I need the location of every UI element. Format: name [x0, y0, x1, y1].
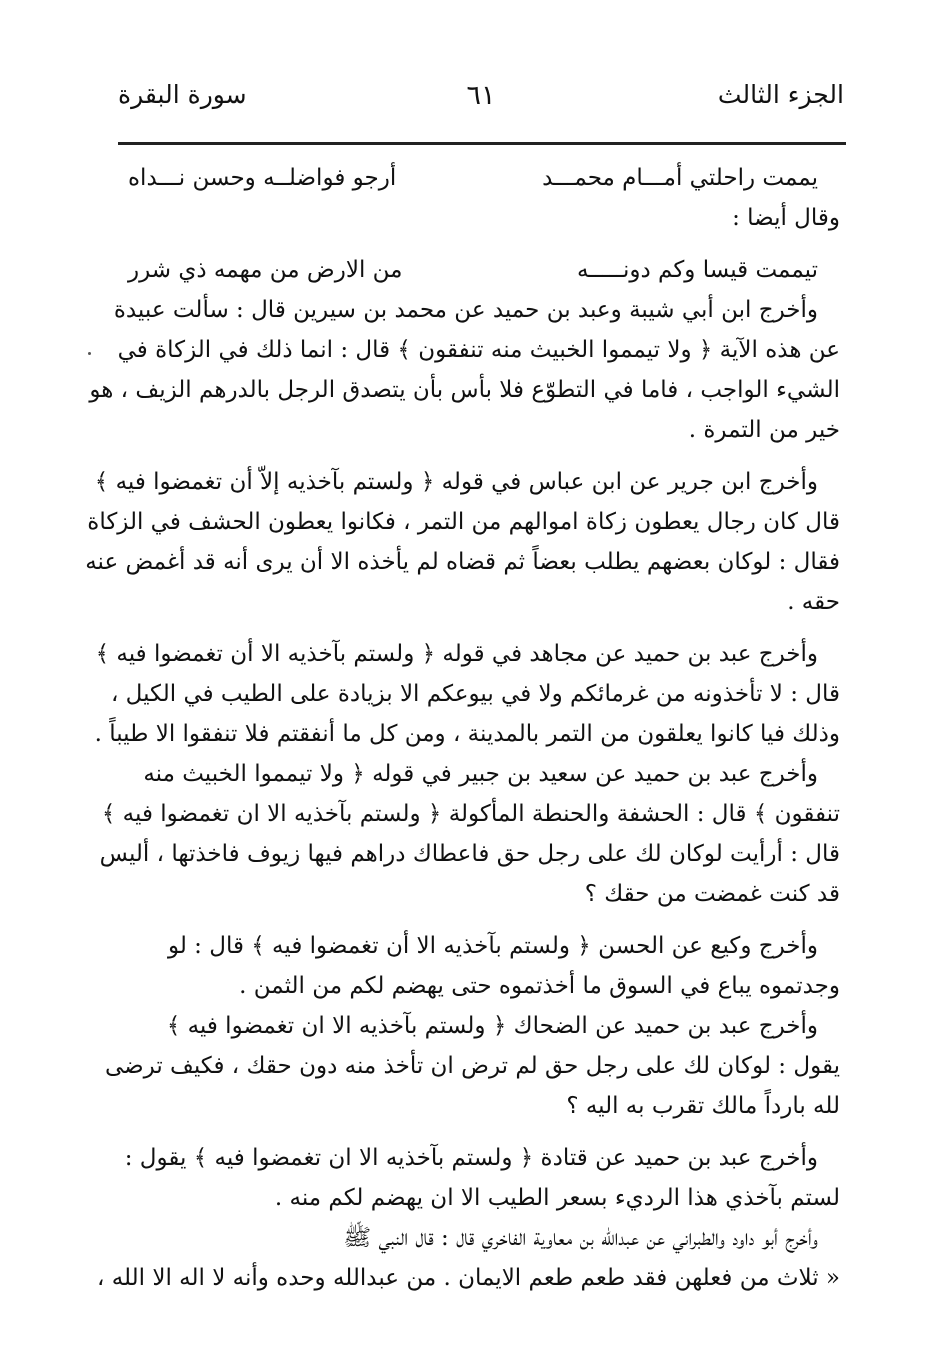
- poem-verse-1: [128, 158, 818, 198]
- paragraph-line: وأخرج عبد بن حميد عن مجاهد في قوله ﴿ ولستم بآخذيه الا أن تغمضوا فيه ﴾: [95, 641, 818, 667]
- paragraph-line: الشيء الواجب ، فاما في التطوّع فلا بأس بأن يتصدق الرجل بالدرهم الزيف ، هو: [89, 377, 840, 403]
- paragraph-line: وأخرج عبد بن حميد عن الضحاك ﴿ ولستم بآخذيه الا ان تغمضوا فيه ﴾: [166, 1013, 818, 1039]
- paragraph-line: قال كان رجال يعطون زكاة اموالهم من التمر ، فكانوا يعطون الحشف في الزكاة: [87, 509, 840, 535]
- also-said-line: وقال أيضا :: [732, 205, 840, 231]
- paragraph-line: فقال : لوكان بعضهم يطلب بعضاً ثم قضاه لم يأخذه الا أن يرى أنه قد أغمض عنه: [85, 549, 840, 575]
- poem-verse-2: [128, 250, 818, 290]
- paragraph-line: حقه .: [787, 589, 840, 615]
- paragraph-line: وأخرج ابن جرير عن ابن عباس في قوله ﴿ ولستم بآخذيه إلاّ أن تغمضوا فيه ﴾: [94, 469, 818, 495]
- scan-speck: [88, 352, 91, 355]
- page-number: ٦١: [466, 80, 496, 111]
- verse-1-second-hemistich: أرجو فواضلــه وحسن نـــداه: [128, 165, 397, 191]
- paragraph-line: قد كنت غمضت من حقك ؟: [584, 881, 840, 907]
- paragraph-line: خير من التمرة .: [688, 417, 840, 443]
- paragraph-1: [89, 290, 840, 450]
- verse-1-first-hemistich: يممت راحلتي أمـــام محمـــد: [542, 165, 818, 191]
- paragraph-line: وذلك فيا كانوا يعلقون من التمر بالمدينة ، ومن كل ما أنفقتم فلا تنفقوا الا طيباً .: [94, 721, 840, 747]
- paragraph-line: قال : لا تأخذونه من غرمائكم ولا في بيوعكم الا بزيادة على الطيب في الكيل ،: [110, 681, 840, 707]
- paragraph-2: [85, 462, 840, 622]
- paragraph-line: يقول : لوكان لك على رجل حق لم ترض ان تأخذ منه دون حقك ، فكيف ترضى: [104, 1053, 840, 1079]
- paragraph-3: [94, 634, 840, 914]
- paragraph-4: [104, 926, 840, 1126]
- paragraph-line: وجدتموه يباع في السوق ما أخذتموه حتى يهضم لكم من الثمن .: [239, 973, 840, 999]
- paragraph-line: عن هذه الآية ﴿ ولا تيمموا الخبيث منه تنفقون ﴾ قال : انما ذلك في الزكاة في: [117, 337, 840, 363]
- paragraph-line: وأخرج وكيع عن الحسن ﴿ ولستم بآخذيه الا أن تغمضوا فيه ﴾ قال : لو: [167, 933, 818, 959]
- verse-2-second-hemistich: من الارض من مهمه ذي شرر: [128, 257, 403, 283]
- paragraph-line: « ثلاث من فعلهن فقد طعم طعم الايمان . من عبدالله وحده وأنه لا اله الا الله ،: [96, 1265, 840, 1291]
- paragraph-line: وأخرج عبد بن حميد عن قتادة ﴿ ولستم بآخذيه الا ان تغمضوا فيه ﴾ يقول :: [124, 1145, 818, 1171]
- page-header: [118, 80, 844, 120]
- page-body: [85, 158, 840, 1310]
- paragraph-line: تنفقون ﴾ قال : الحشفة والحنطة المأكولة ﴿ ولستم بآخذيه الا ان تغمضوا فيه ﴾: [101, 801, 840, 827]
- paragraph-line: وأخرج ابن أبي شيبة وعبد بن حميد عن محمد بن سيرين قال : سألت عبيدة: [113, 297, 818, 323]
- surah-label: سورة البقرة: [118, 80, 247, 109]
- verse-2-first-hemistich: تيممت قيسا وكم دونـــــه: [576, 257, 818, 283]
- paragraph-line: لله بارداً مالك تقرب به اليه ؟: [566, 1093, 840, 1119]
- paragraph-line: لستم بآخذي هذا الرديء بسعر الطيب الا ان يهضم لكم منه .: [274, 1185, 840, 1211]
- part-label: الجزء الثالث: [717, 80, 844, 109]
- header-rule: [118, 142, 846, 145]
- paragraph-line: قال : أرأيت لوكان لك على رجل حق فاعطاك دراهم فيها زيوف فاخذتها ، أليس: [99, 841, 840, 867]
- paragraph-line: وأخرج أبو داود والطبراني عن عبدالله بن معاوية الفاخري قال : قال النبي ﷺ: [343, 1225, 818, 1251]
- paragraph-line: وأخرج عبد بن حميد عن سعيد بن جبير في قوله ﴿ ولا تيمموا الخبيث منه: [143, 761, 818, 787]
- paragraph-5: [96, 1138, 840, 1298]
